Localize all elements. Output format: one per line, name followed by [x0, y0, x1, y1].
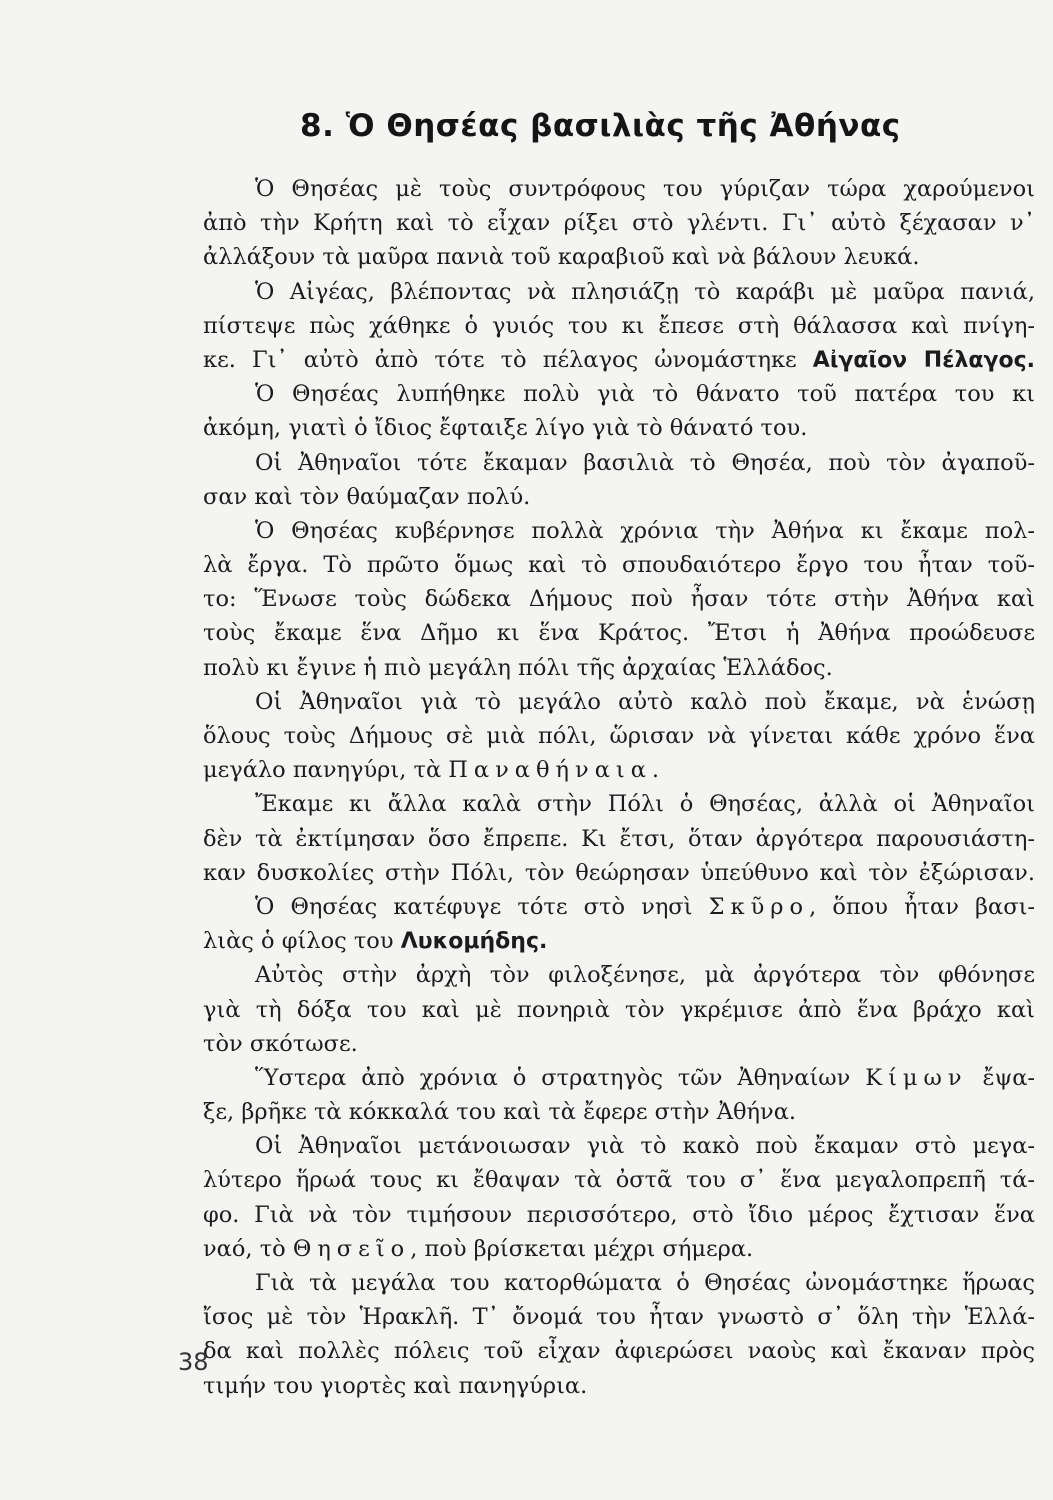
text-line-content: ἴσος μὲ τὸν Ἡρακλῆ. Τ᾿ ὄνομά του ἦταν γνωστὸ σ᾿ ὅλη τὴν Ἑλλά- — [203, 1304, 1035, 1331]
text-line-content: ἀκόμη, γιατὶ ὁ ἴδιος ἔφταιξε λίγο γιὰ τὸ θάνατό του. — [203, 415, 808, 442]
text-line-content: πίστεψε πὼς χάθηκε ὁ γυιός του κι ἔπεσε στὴ θάλασσα καὶ πνίγη- — [203, 312, 1035, 339]
text-line — [203, 377, 1035, 411]
text-line — [203, 480, 1035, 514]
text-line-content: Ἔκαμε κι ἄλλα καλὰ στὴν Πόλι ὁ Θησέας, ἀλλὰ οἱ Ἀθηναῖοι — [255, 791, 1035, 818]
chapter-title: 8. Ὁ Θησέας βασιλιὰς τῆς Ἀθήνας — [300, 108, 901, 144]
text-line — [203, 1027, 1035, 1061]
text-line-content: Γιὰ τὰ μεγάλα του κατορθώματα ὁ Θησέας ὠνομάστηκε ἥρωας — [255, 1270, 1035, 1296]
text-line-content: λιὰς ὁ φίλος του — [203, 928, 394, 955]
text-line — [203, 890, 1035, 924]
text-line — [203, 206, 1035, 240]
text-line-content: Ὁ Αἰγέας, βλέποντας νὰ πλησιάζῃ τὸ καράβι μὲ μαῦρα πανιά, — [255, 278, 1035, 305]
text-line-content: Οἱ Ἀθηναῖοι τότε ἔκαμαν βασιλιὰ τὸ Θησέα, ποὺ τὸν ἀγαποῦ- — [255, 449, 1035, 476]
text-line-content: τὸν σκότωσε. — [203, 1030, 358, 1057]
text-line-content: μεγάλο πανηγύρι, τὰ — [203, 757, 442, 784]
text-line-continuation: , ὅπου ἦταν βασι- — [809, 893, 1036, 920]
chapter-body — [203, 172, 1035, 1403]
text-line — [203, 1334, 1035, 1368]
text-line — [203, 582, 1035, 616]
text-line — [203, 993, 1035, 1027]
text-line-content: Αὐτὸς στὴν ἀρχὴ τὸν φιλοξένησε, μὰ ἀργότερα τὸν φθόνησε — [255, 962, 1035, 989]
text-line-content: Ὁ Θησέας μὲ τοὺς συντρόφους του γύριζαν τώρα χαρούμενοι — [255, 176, 1035, 202]
text-line — [203, 856, 1035, 890]
text-line-content: πολὺ κι ἔγινε ἡ πιὸ μεγάλη πόλι τῆς ἀρχαίας Ἑλλάδος. — [203, 654, 833, 681]
emphasized-name: Σκῦρο — [708, 893, 810, 920]
text-line — [203, 651, 1035, 685]
page-number: 38 — [178, 1348, 209, 1376]
text-line — [203, 1198, 1035, 1232]
text-line — [203, 1300, 1035, 1334]
text-line — [203, 1232, 1035, 1266]
text-line — [203, 1061, 1035, 1095]
text-line — [203, 446, 1035, 480]
text-line — [203, 343, 1035, 377]
emphasized-name: Παναθήναια — [448, 757, 652, 784]
text-line-content: Ὁ Θησέας κατέφυγε τότε στὸ νησὶ — [255, 893, 693, 920]
text-line — [203, 548, 1035, 582]
text-line-content: Οἱ Ἀθηναῖοι μετάνοιωσαν γιὰ τὸ κακὸ ποὺ ἔκαμαν στὸ μεγα- — [255, 1133, 1035, 1160]
text-line-content: Ὁ Θησέας λυπήθηκε πολὺ γιὰ τὸ θάνατο τοῦ πατέρα του κι — [255, 381, 1035, 408]
text-line-content: τιμήν του γιορτὲς καὶ πανηγύρια. — [203, 1372, 588, 1399]
text-line — [203, 822, 1035, 856]
text-line-content: δὲν τὰ ἐκτίμησαν ὅσο ἔπρεπε. Κι ἔτσι, ὅταν ἀργότερα παρουσιάστη- — [203, 825, 1035, 852]
text-line-content: κε. Γι᾿ αὐτὸ ἀπὸ τότε τὸ πέλαγος ὠνομάστηκε — [203, 346, 797, 373]
text-line — [203, 1369, 1035, 1403]
text-line — [203, 411, 1035, 445]
text-line-content: γιὰ τὴ δόξα του καὶ μὲ πονηριὰ τὸν γκρέμισε ἀπὸ ἕνα βράχο καὶ — [203, 996, 1035, 1023]
text-line — [203, 719, 1035, 753]
text-line — [203, 753, 1035, 787]
emphasized-name: Κίμων — [865, 1064, 968, 1091]
text-line-content: λὰ ἔργα. Τὸ πρῶτο ὅμως καὶ τὸ σπουδαιότερο ἔργο του ἦταν τοῦ- — [203, 552, 1035, 579]
text-line-content: ἀλλάξουν τὰ μαῦρα πανιὰ τοῦ καραβιοῦ καὶ νὰ βάλουν λευκά. — [203, 244, 920, 271]
text-line-content: λύτερο ἥρωά τους κι ἔθαψαν τὰ ὀστᾶ του σ᾿ ἕνα μεγαλοπρεπῆ τά- — [203, 1167, 1035, 1194]
text-line — [203, 685, 1035, 719]
bold-term: Αἰγαῖον Πέλαγος. — [812, 347, 1035, 373]
bold-term: Λυκομήδης. — [400, 929, 548, 955]
text-line-content: το: Ἕνωσε τοὺς δώδεκα Δήμους ποὺ ἦσαν τότε στὴν Ἀθήνα καὶ — [203, 586, 1035, 613]
text-line — [203, 958, 1035, 992]
text-line — [203, 616, 1035, 650]
text-line-continuation: . — [651, 757, 660, 784]
emphasized-name: Θησεῖο — [292, 1235, 411, 1262]
text-line-content: καν δυσκολίες στὴν Πόλι, τὸν θεώρησαν ὑπεύθυνο καὶ τὸν ἐξώρισαν. — [203, 859, 1035, 886]
text-line-content: Οἱ Ἀθηναῖοι γιὰ τὸ μεγάλο αὐτὸ καλὸ ποὺ ἔκαμε, νὰ ἑνώσῃ — [255, 688, 1035, 715]
text-line-content: ξε, βρῆκε τὰ κόκκαλά του καὶ τὰ ἔφερε στὴν Ἀθήνα. — [203, 1099, 797, 1126]
text-line-content: τοὺς ἔκαμε ἕνα Δῆμο κι ἕνα Κράτος. Ἔτσι ἡ Ἀθήνα προώδευσε — [203, 620, 1035, 647]
text-line — [203, 309, 1035, 343]
text-line — [203, 514, 1035, 548]
text-line — [203, 275, 1035, 309]
text-line — [203, 172, 1035, 206]
text-line-content: Ὁ Θησέας κυβέρνησε πολλὰ χρόνια τὴν Ἀθήνα κι ἔκαμε πολ- — [255, 517, 1035, 544]
text-line — [203, 787, 1035, 821]
text-line — [203, 240, 1035, 274]
text-line — [203, 1266, 1035, 1300]
text-line-content: Ὕστερα ἀπὸ χρόνια ὁ στρατηγὸς τῶν Ἀθηναίων — [255, 1064, 851, 1091]
text-line-continuation: ἔψα- — [967, 1064, 1036, 1091]
text-line — [203, 1129, 1035, 1163]
text-line — [203, 924, 1035, 958]
text-line-content: ναό, τὸ — [203, 1235, 286, 1262]
text-line-content: δα καὶ πολλὲς πόλεις τοῦ εἶχαν ἀφιερώσει ναοὺς καὶ ἔκαναν πρὸς — [203, 1338, 1035, 1365]
text-line-content: ἀπὸ τὴν Κρήτη καὶ τὸ εἶχαν ρίξει στὸ γλέντι. Γι᾿ αὐτὸ ξέχασαν ν᾿ — [203, 210, 1035, 237]
text-line — [203, 1095, 1035, 1129]
text-line — [203, 1163, 1035, 1197]
text-line-continuation: , ποὺ βρίσκεται μέχρι σήμερα. — [410, 1235, 754, 1262]
text-line-content: ὅλους τοὺς Δήμους σὲ μιὰ πόλι, ὥρισαν νὰ γίνεται κάθε χρόνο ἕνα — [203, 723, 1035, 749]
text-line-content: σαν καὶ τὸν θαύμαζαν πολύ. — [203, 483, 531, 510]
text-line-content: φο. Γιὰ νὰ τὸν τιμήσουν περισσότερο, στὸ ἴδιο μέρος ἔχτισαν ἕνα — [203, 1201, 1035, 1228]
